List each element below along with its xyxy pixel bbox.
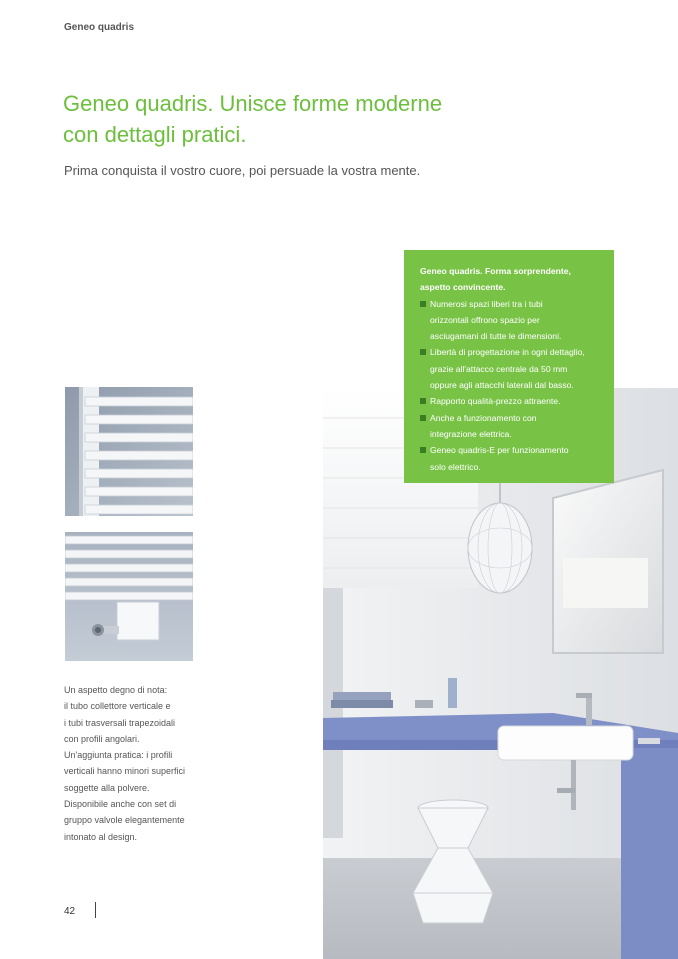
headline-line-1: Geneo quadris. Unisce forme moderne [63, 91, 443, 116]
caption-line: i tubi trasversali trapezoidali [64, 717, 176, 728]
feature-list-item [420, 442, 604, 475]
feature-info-box [404, 250, 614, 483]
feature-line: grazie all'attacco centrale da 50 mm [430, 363, 568, 374]
feature-line: oppure agli attacchi laterali dal basso. [430, 380, 574, 391]
square-bullet-icon [420, 301, 426, 307]
feature-line: solo elettrico. [430, 461, 481, 472]
headline-line-2: con dettagli pratici. [63, 122, 247, 147]
feature-list-item [420, 410, 604, 443]
caption-line: il tubo collettore verticale e [64, 701, 171, 712]
radiator-valve-illustration [65, 532, 193, 661]
feature-line: integrazione elettrica. [430, 428, 512, 439]
info-title-line: Geneo quadris. Forma sorprendente, [420, 266, 571, 276]
feature-line: asciugamani di tutte le dimensioni. [430, 331, 562, 342]
caption-line: intonato al design. [64, 831, 138, 842]
caption-line: gruppo valvole elegantemente [64, 815, 185, 826]
caption [64, 682, 204, 845]
feature-line: orizzontali offrono spazio per [430, 314, 540, 325]
feature-list-item [420, 344, 604, 393]
feature-line: Libertà di progettazione in ogni dettaglio, [430, 347, 585, 358]
radiator-detail-photo-valve [65, 532, 193, 661]
feature-line: Numerosi spazi liberi tra i tubi [430, 298, 543, 309]
caption-line: soggette alla polvere. [64, 782, 150, 793]
feature-line: Anche a funzionamento con [430, 412, 537, 423]
feature-line: Geneo quadris-E per funzionamento [430, 445, 569, 456]
feature-list [420, 296, 604, 475]
square-bullet-icon [420, 349, 426, 355]
subheadline: Prima conquista il vostro cuore, poi persuade la vostra mente. [64, 163, 421, 178]
caption-line: Disponibile anche con set di [64, 799, 177, 810]
page-number-divider [95, 902, 96, 918]
info-box-title [420, 263, 604, 296]
running-head: Geneo quadris [64, 22, 135, 33]
radiator-detail-photo-collector [65, 387, 193, 516]
square-bullet-icon [420, 447, 426, 453]
feature-list-item [420, 296, 604, 345]
info-title-line: aspetto convincente. [420, 282, 506, 293]
caption-line: Un aspetto degno di nota: [64, 685, 168, 695]
feature-line: Rapporto qualità-prezzo attraente. [430, 396, 561, 407]
caption-line: con profili angolari. [64, 733, 140, 744]
headline [63, 88, 523, 150]
square-bullet-icon [420, 398, 426, 404]
page-number: 42 [64, 906, 76, 917]
caption-line: verticali hanno minori superfici [64, 766, 186, 777]
square-bullet-icon [420, 415, 426, 421]
radiator-collector-illustration [65, 387, 193, 516]
caption-line: Un'aggiunta pratica: i profili [64, 750, 173, 761]
feature-list-item [420, 393, 604, 409]
